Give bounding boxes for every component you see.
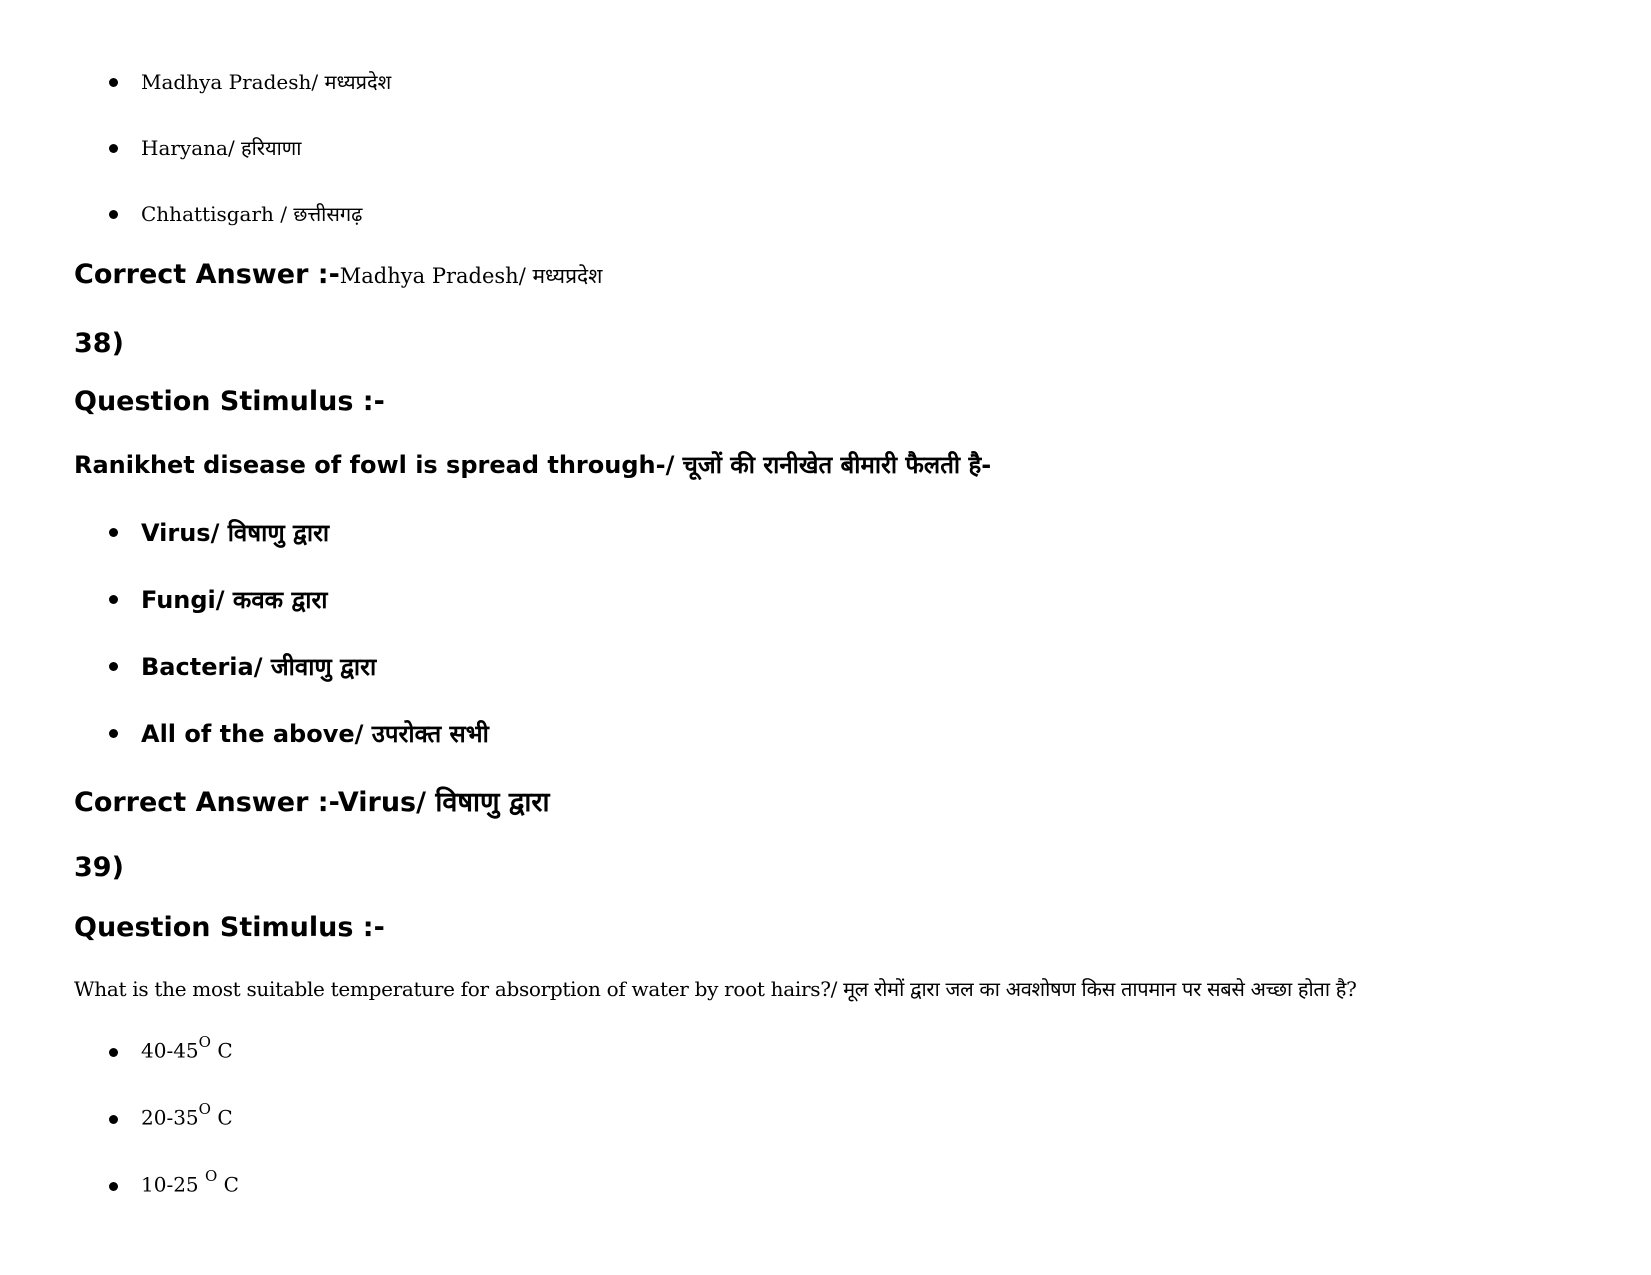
bullet — [109, 78, 118, 87]
bullet — [109, 1182, 118, 1191]
option-prev-2: Haryana/ हरियाणा — [141, 136, 302, 160]
correct-answer-prev — [74, 259, 602, 290]
correct-answer-38 — [74, 782, 549, 819]
option-unit: C — [210, 1105, 233, 1130]
question-text-38: Ranikhet disease of fowl is spread through-/ चूजों की रानीखेत बीमारी फैलती है- — [74, 451, 992, 479]
bullet — [109, 1115, 118, 1124]
option-unit: C — [217, 1172, 239, 1197]
bullet — [109, 662, 118, 671]
correct-answer-value: Madhya Pradesh/ मध्यप्रदेश — [339, 264, 603, 288]
option-39-2 — [141, 1100, 233, 1130]
degree-mark: O — [205, 1167, 218, 1185]
bullet — [109, 210, 118, 219]
option-prev-3: Chhattisgarh / छत्तीसगढ़ — [141, 202, 363, 226]
option-38-1: Virus/ विषाणु द्वारा — [141, 519, 330, 547]
bullet — [109, 729, 118, 738]
degree-mark: O — [198, 1033, 211, 1051]
option-39-3 — [141, 1167, 239, 1197]
option-prev-1: Madhya Pradesh/ मध्यप्रदेश — [141, 70, 392, 94]
option-range: 10-25 — [141, 1172, 206, 1197]
option-38-4: All of the above/ उपरोक्त सभी — [141, 720, 489, 748]
option-38-3: Bacteria/ जीवाणु द्वारा — [141, 653, 377, 681]
question-number-38: 38) — [74, 328, 124, 359]
option-range: 40-45 — [141, 1038, 199, 1063]
bullet — [109, 1048, 118, 1057]
option-range: 20-35 — [141, 1105, 199, 1130]
bullet — [109, 528, 118, 537]
correct-answer-label: Correct Answer :- — [74, 787, 338, 818]
question-stimulus-label-38: Question Stimulus :- — [74, 386, 385, 417]
correct-answer-label: Correct Answer :- — [74, 259, 340, 290]
option-39-1 — [141, 1033, 233, 1063]
degree-mark: O — [198, 1100, 211, 1118]
correct-answer-value: Virus/ विषाणु द्वारा — [337, 787, 550, 818]
bullet — [109, 595, 118, 604]
question-text-39: What is the most suitable temperature for absorption of water by root hairs?/ मूल रोमों द्वारा जल का अवशोषण किस तापमान पर सबसे अच्छा होता है? — [74, 977, 1357, 1001]
option-38-2: Fungi/ कवक द्वारा — [141, 586, 328, 614]
question-stimulus-label-39: Question Stimulus :- — [74, 912, 385, 943]
bullet — [109, 144, 118, 153]
question-number-39: 39) — [74, 852, 124, 883]
option-unit: C — [210, 1038, 233, 1063]
